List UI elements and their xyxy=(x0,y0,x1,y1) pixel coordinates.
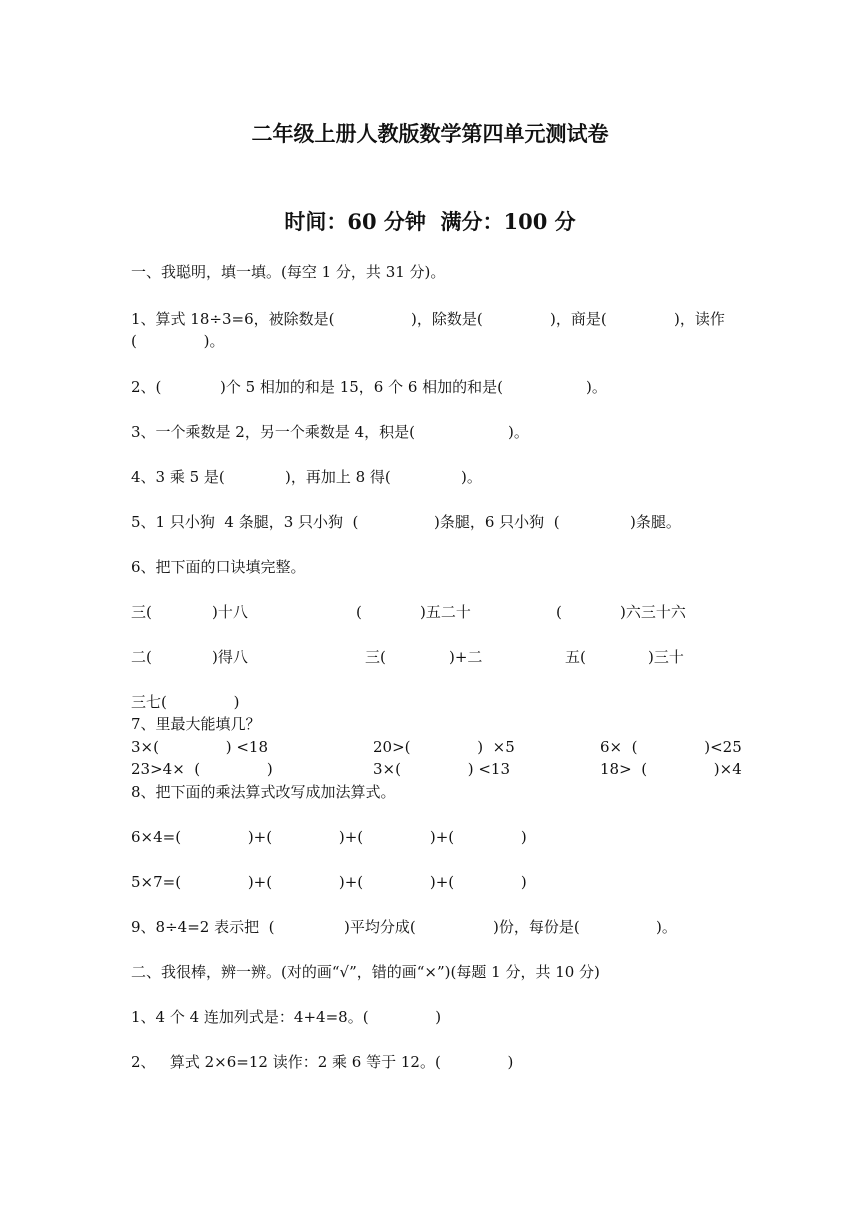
q4-part-b: )，再加上 8 得( xyxy=(285,468,391,486)
exam-title: 二年级上册人教版数学第四单元测试卷 xyxy=(251,121,609,146)
q5-part-b: )条腿，6 只小狗 ( xyxy=(434,513,560,531)
q1-part-b: )，除数是( xyxy=(411,310,483,328)
q1-part-d: )，读作 xyxy=(674,310,725,328)
q1-part-c: )，商是( xyxy=(550,310,607,328)
q9-part-b: )平均分成( xyxy=(344,918,416,936)
q6-row2-a-post: )得八 xyxy=(212,648,248,666)
q7-row2-a: 23>4× ( ) xyxy=(131,760,273,778)
q6-row2-b-pre: 三( xyxy=(365,648,386,666)
q8-heading: 8、把下面的乘法算式改写成加法算式。 xyxy=(131,783,396,801)
q6-row1-c-post: )六三十六 xyxy=(620,603,686,621)
q6-row2-a-pre: 二( xyxy=(131,648,152,666)
q7-row2-b: 3×( ) <13 xyxy=(373,760,510,778)
q6-row1-c-pre: ( xyxy=(556,603,562,621)
q9-part-c: )份，每份是( xyxy=(493,918,580,936)
q9-part-d: )。 xyxy=(656,918,677,936)
q1-part-a: 1、算式 18÷3=6，被除数是( xyxy=(131,310,335,328)
q6-row3: 三七( ) xyxy=(131,693,240,711)
q6-row2-b-post: )+二 xyxy=(449,648,483,666)
q7-row1-a: 3×( ) <18 xyxy=(131,738,268,756)
s2-q2: 2、 算式 2×6=12 读作：2 乘 6 等于 12。( ) xyxy=(131,1053,514,1071)
q6-row1-a-post: )十八 xyxy=(212,603,248,621)
q5-part-a: 5、1 只小狗 4 条腿，3 只小狗 ( xyxy=(131,513,359,531)
q4-part-c: )。 xyxy=(461,468,482,486)
q2-part-c: )。 xyxy=(586,378,607,396)
q2-part-b: )个 5 相加的和是 15，6 个 6 相加的和是( xyxy=(220,378,504,396)
q7-row2-c: 18> ( )×4 xyxy=(600,760,742,778)
q6-heading: 6、把下面的口诀填完整。 xyxy=(131,558,306,576)
q3-part-a: 3、一个乘数是 2，另一个乘数是 4，积是( xyxy=(131,423,416,441)
q2-part-a: 2、( xyxy=(131,378,162,396)
q4-part-a: 4、3 乘 5 是( xyxy=(131,468,225,486)
q8-row1: 6×4=( )+( )+( )+( ) xyxy=(131,828,527,846)
section1-heading: 一、我聪明，填一填。(每空 1 分，共 31 分)。 xyxy=(131,263,446,281)
q7-row1-c: 6× ( )<25 xyxy=(600,738,742,756)
q3-part-b: )。 xyxy=(508,423,529,441)
exam-subtitle: 时间：60 分钟 满分：100 分 xyxy=(284,209,576,234)
q7-heading: 7、里最大能填几？ xyxy=(131,715,261,733)
q7-row1-b: 20>( ) ×5 xyxy=(373,738,515,756)
q5-part-c: )条腿。 xyxy=(630,513,681,531)
q8-row2: 5×7=( )+( )+( )+( ) xyxy=(131,873,527,891)
q1-line2: ( )。 xyxy=(131,332,225,350)
q6-row1-a-pre: 三( xyxy=(131,603,152,621)
section2-heading: 二、我很棒，辨一辨。(对的画“√”，错的画“×”)(每题 1 分，共 10 分) xyxy=(131,963,600,981)
s2-q1: 1、4 个 4 连加列式是：4+4=8。( ) xyxy=(131,1008,442,1026)
q6-row1-b-post: )五二十 xyxy=(420,603,471,621)
q6-row2-c-pre: 五( xyxy=(565,648,586,666)
q6-row2-c-post: )三十 xyxy=(648,648,684,666)
q6-row1-b-pre: ( xyxy=(356,603,362,621)
q9-part-a: 9、8÷4=2 表示把 ( xyxy=(131,918,275,936)
